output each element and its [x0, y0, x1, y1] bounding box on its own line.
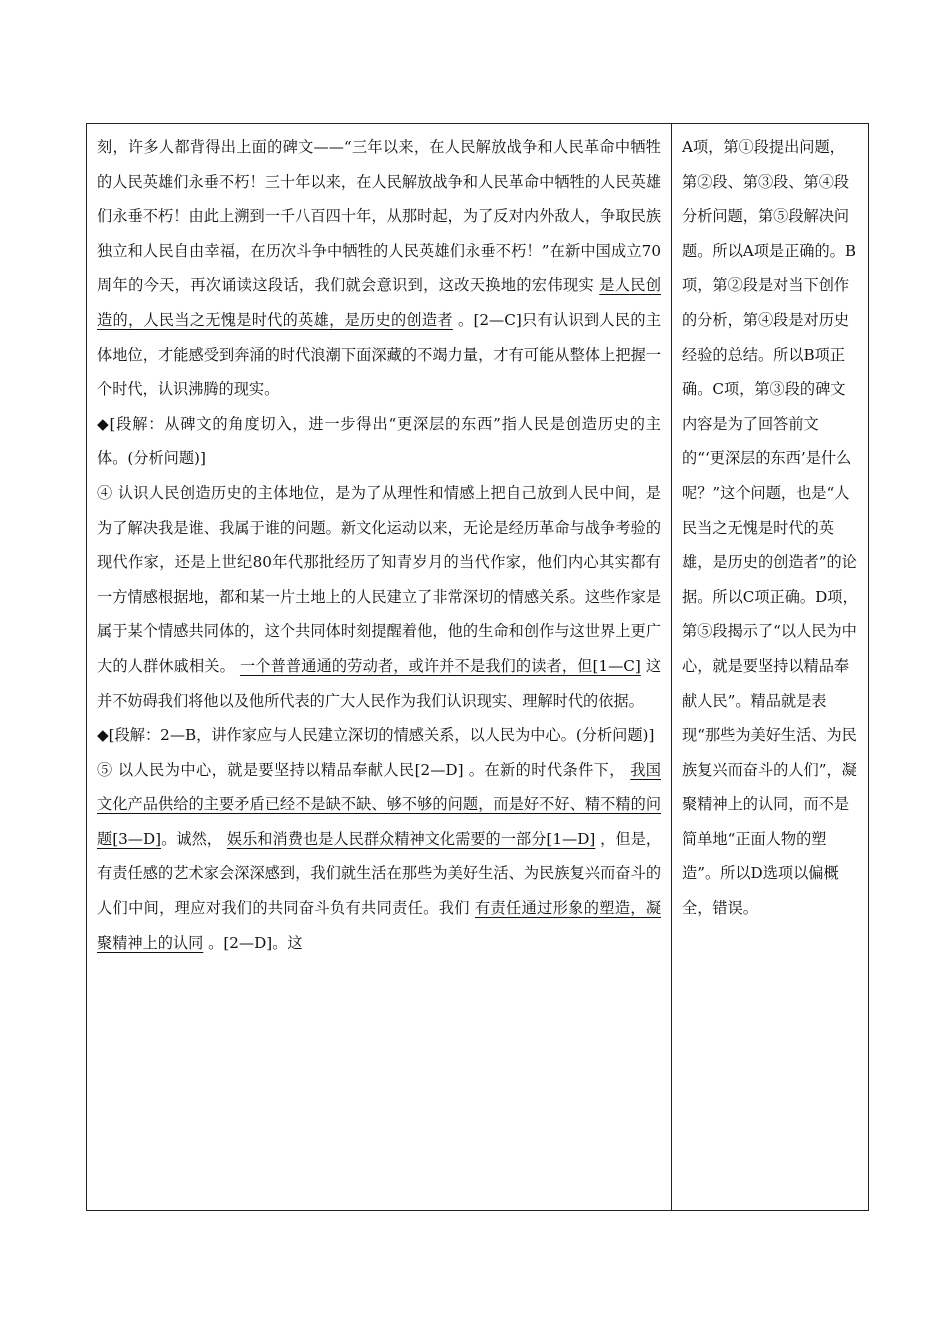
underlined-phrase: 娱乐和消费也是人民群众精神文化需要的一部分[1—D]	[226, 829, 596, 848]
text-run: ，但是，有责任感的艺术家会深深感到，我们就生活在那些为美好生活、为民族复兴而奋斗的人们中间，理应对我们的共同奋斗负有共同责任。我们	[97, 829, 662, 918]
passage-text	[87, 124, 671, 960]
content-table	[86, 123, 869, 1211]
analysis-cell	[672, 124, 869, 1211]
text-run: 。[2—C]只有认识到人民的主体地位，才能感受到奔涌的时代浪潮下面深藏的不竭力量，才有可能从整体上把握一个时代，认识沸腾的现实。	[97, 310, 662, 399]
text-run: 这并不妨碍我们将他以及他所代表的广大人民作为我们认识现实、理解时代的依据。	[97, 656, 662, 710]
text-run: 。诚然，	[161, 829, 227, 848]
analysis-text: A项，第①段提出问题，第②段、第③段、第④段分析问题，第⑤段解决问题。所以A项是正确的。B项，第②段是对当下创作的分析，第④段是对历史经验的总结。所以B项正确。C项，第③段的碑文内容是为了回答前文的“‘更深层的东西’是什么呢？”这个问题，也是“人民当之无愧是时代的英雄，是历史的创造者”的论据。所以C项正确。D项，第⑤段揭示了“以人民为中心，就是要坚持以精品奉献人民”。精品就是表现“那些为美好生活、为民族复兴而奋斗的人们”，凝聚精神上的认同，而不是简单地“正面人物的塑造”。所以D选项以偏概全，错误。	[682, 138, 858, 918]
paragraph-note: ◆[段解：2—B，讲作家应与人民建立深切的情感关系，以人民为中心。(分析问题)]	[97, 726, 655, 745]
underlined-phrase: 有责任通过形象的塑造，凝聚精神上的认同	[97, 899, 662, 952]
underlined-phrase: 是人民创造的，人民当之无愧是时代的英雄，是历史的创造者	[97, 276, 662, 329]
text-run: ⑤ 以人民为中心，就是要坚持以精品奉献人民[2—D] 。在新的时代条件下，	[97, 760, 631, 779]
paragraph-4	[97, 476, 661, 718]
table-row	[87, 124, 869, 1211]
paragraph-3-continued	[97, 130, 661, 407]
paragraph-note: ◆[段解：从碑文的角度切入，进一步得出“更深层的东西”指人民是创造历史的主体。(分析问题)]	[97, 414, 661, 468]
passage-cell	[87, 124, 672, 1211]
text-run: 。[2—D]。这	[203, 933, 303, 952]
text-run: ④ 认识人民创造历史的主体地位，是为了从理性和情感上把自己放到人民中间，是为了解决我是谁、我属于谁的问题。新文化运动以来，无论是经历革命与战争考验的现代作家，还是上世纪80年代那批经历了知青岁月的当代作家，他们内心其实都有一方情感根据地，都和某一片土地上的人民建立了非常深切的情感关系。这些作家是属于某个情感共同体的，这个共同体时刻提醒着他，他的生命和创作与这世界上更广大的人群休戚相关。	[97, 483, 661, 675]
text-run: 刻，许多人都背得出上面的碑文——“三年以来，在人民解放战争和人民革命中牺牲的人民英雄们永垂不朽！三十年以来，在人民解放战争和人民革命中牺牲的人民英雄们永垂不朽！由此上溯到一千八百四十年，从那时起，为了反对内外敌人，争取民族独立和人民自由幸福，在历次斗争中牺牲的人民英雄们永垂不朽！”在新中国成立70周年的今天，再次诵读这段话，我们就会意识到，这改天换地的宏伟现实	[97, 138, 661, 295]
underlined-phrase: 一个普普通通的劳动者，或许并不是我们的读者，但[1—C]	[239, 656, 641, 675]
underlined-phrase: 我国文化产品供给的主要矛盾已经不是缺不缺、够不够的问题，而是好不好、精不精的问题[3—D]	[97, 760, 661, 848]
paragraph-5	[97, 753, 661, 961]
